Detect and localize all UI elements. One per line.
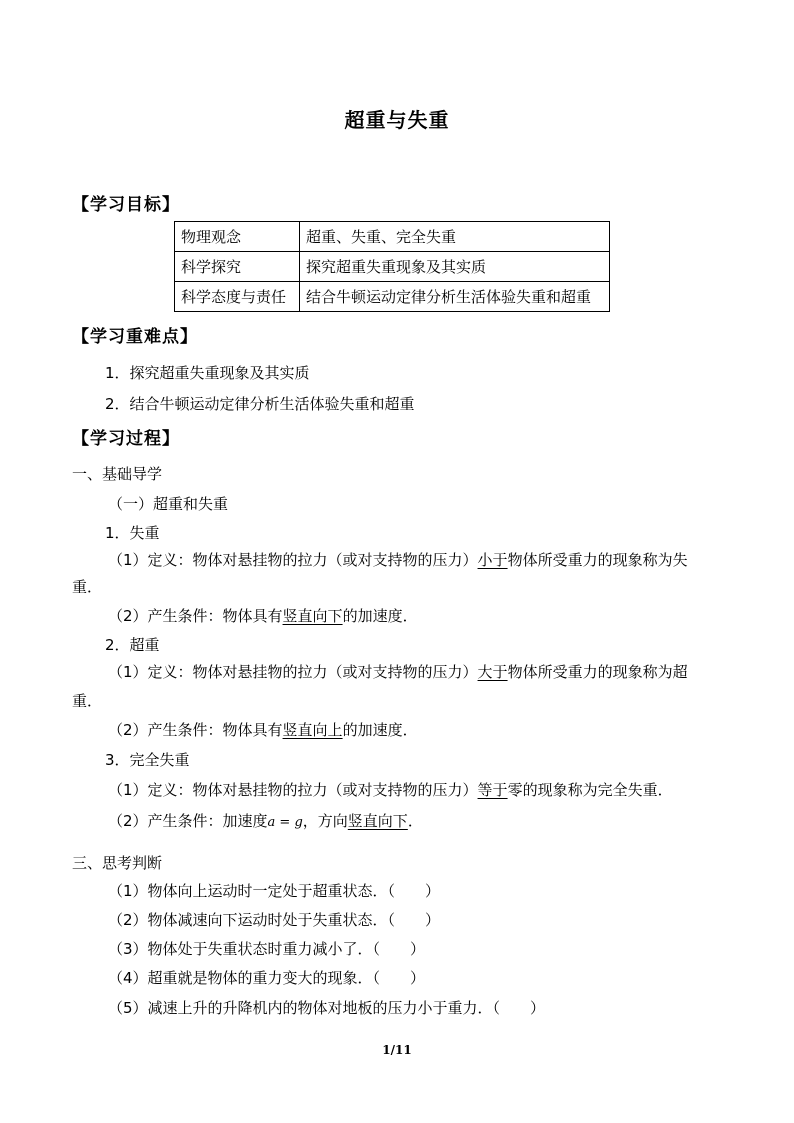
overweight-label: 2．超重: [105, 636, 160, 654]
answer-blank: 竖直向上: [282, 721, 343, 739]
judgement-item: （5）减速上升的升降机内的物体对地板的压力小于重力．（ ）: [108, 999, 546, 1017]
goals-heading: 【学习目标】: [72, 195, 180, 215]
table-row: [175, 252, 610, 282]
page-title: 超重与失重: [344, 108, 450, 132]
process-heading: 【学习过程】: [72, 429, 180, 449]
condition-mid: ，方向: [302, 812, 348, 830]
weightlessness-condition: [108, 605, 418, 626]
condition-suffix: 的加速度．: [342, 607, 418, 625]
judgement-item: （4）超重就是物体的重力变大的现象．（ ）: [108, 969, 426, 987]
weightlessness-definition: [108, 549, 688, 570]
goals-table: [174, 221, 610, 312]
condition-prefix: （2）产生条件：加速度: [108, 812, 268, 830]
overweight-definition: [108, 661, 688, 682]
condition-prefix: （2）产生条件：物体具有: [108, 607, 283, 625]
difficulty-item: 1．探究超重失重现象及其实质: [105, 364, 310, 382]
complete-weightlessness-label: 3．完全失重: [105, 751, 190, 769]
weightlessness-label: 1．失重: [105, 524, 160, 542]
page-number: 1/11: [382, 1043, 412, 1057]
weightlessness-definition-wrap: 重．: [72, 578, 103, 596]
judgement-item: （1）物体向上运动时一定处于超重状态．（ ）: [108, 882, 441, 900]
answer-blank: 竖直向下: [282, 607, 343, 625]
table-cell-category: 物理观念: [175, 222, 300, 252]
condition-prefix: （2）产生条件：物体具有: [108, 721, 283, 739]
definition-prefix: （1）定义：物体对悬挂物的拉力（或对支持物的压力）: [108, 663, 478, 681]
table-cell-content: 超重、失重、完全失重: [300, 222, 610, 252]
basics-sub-heading: （一）超重和失重: [108, 495, 229, 513]
difficulty-item: 2．结合牛顿运动定律分析生活体验失重和超重: [105, 395, 415, 413]
table-cell-category: 科学态度与责任: [175, 282, 300, 312]
definition-suffix: 物体所受重力的现象称为超: [507, 663, 688, 681]
judgement-heading: 三、思考判断: [72, 854, 163, 872]
overweight-definition-wrap: 重．: [72, 692, 103, 710]
answer-blank: 等于: [477, 781, 508, 799]
judgement-item: （2）物体减速向下运动时处于失重状态．（ ）: [108, 911, 441, 929]
table-cell-content: 探究超重失重现象及其实质: [300, 252, 610, 282]
definition-suffix: 零的现象称为完全失重．: [507, 781, 673, 799]
condition-suffix: ．: [407, 812, 423, 830]
definition-prefix: （1）定义：物体对悬挂物的拉力（或对支持物的压力）: [108, 551, 478, 569]
complete-weightlessness-condition: [108, 810, 423, 831]
basics-heading: 一、基础导学: [72, 465, 163, 483]
table-cell-category: 科学探究: [175, 252, 300, 282]
answer-blank: 大于: [477, 663, 508, 681]
condition-suffix: 的加速度．: [342, 721, 418, 739]
judgement-item: （3）物体处于失重状态时重力减小了．（ ）: [108, 940, 426, 958]
table-row: [175, 222, 610, 252]
answer-blank: 小于: [477, 551, 508, 569]
difficulty-heading: 【学习重难点】: [72, 327, 198, 347]
complete-weightlessness-definition: [108, 779, 673, 800]
table-row: [175, 282, 610, 312]
table-cell-content: 结合牛顿运动定律分析生活体验失重和超重: [300, 282, 610, 312]
answer-blank: 竖直向下: [347, 812, 408, 830]
formula-a-equals-g: a = g: [267, 815, 303, 830]
definition-suffix: 物体所受重力的现象称为失: [507, 551, 688, 569]
overweight-condition: [108, 719, 418, 740]
definition-prefix: （1）定义：物体对悬挂物的拉力（或对支持物的压力）: [108, 781, 478, 799]
